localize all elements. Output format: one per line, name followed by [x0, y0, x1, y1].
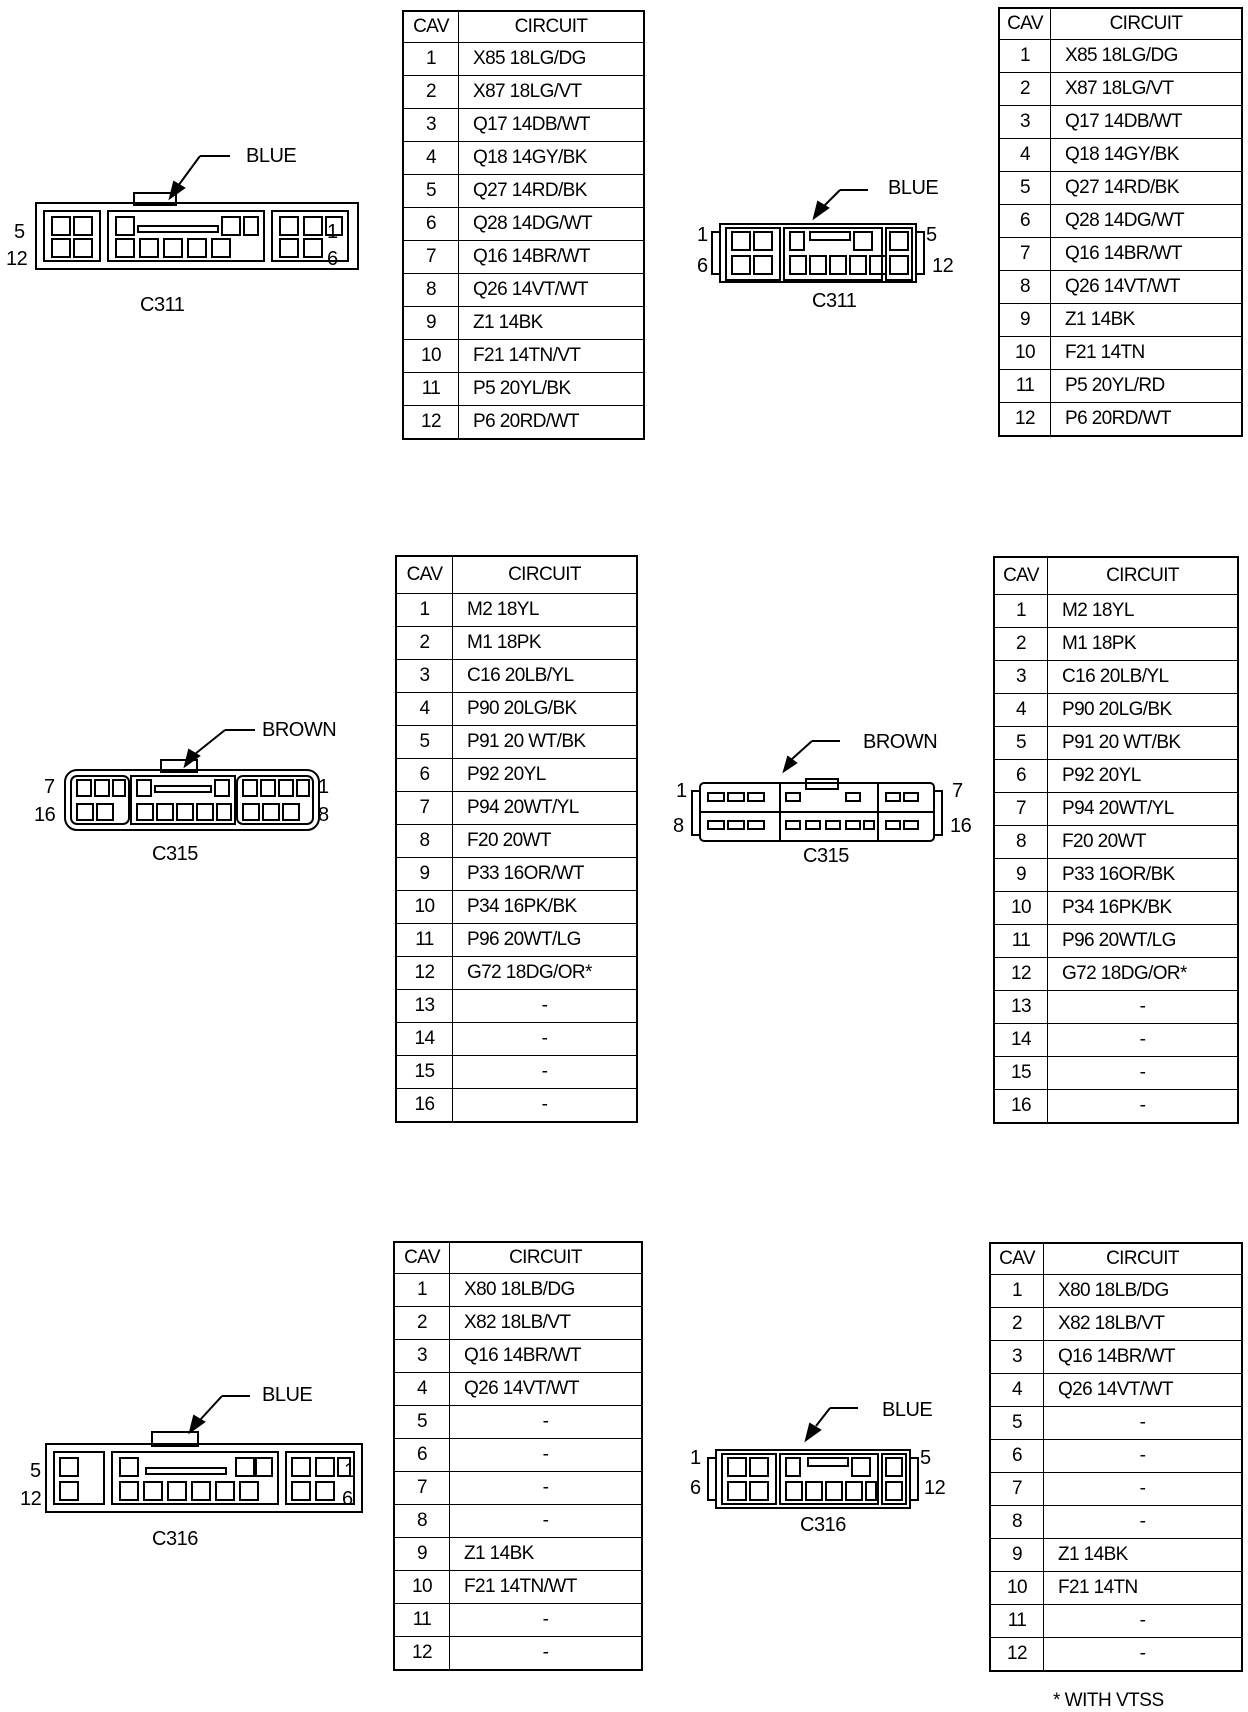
circuit-cell: F20 20WT — [1048, 826, 1239, 859]
circuit-cell: - — [450, 1604, 643, 1637]
table-row — [990, 1572, 1242, 1605]
cav-cell: 10 — [999, 337, 1051, 370]
pin-label: 5 — [920, 1447, 931, 1469]
cav-cell: 4 — [396, 693, 453, 726]
circuit-cell: X85 18LG/DG — [459, 43, 645, 76]
cav-cell: 9 — [394, 1538, 450, 1571]
pin-label: 1 — [344, 1460, 355, 1482]
pin-label: 6 — [327, 248, 338, 270]
cav-cell: 1 — [396, 594, 453, 627]
cav-cell: 12 — [396, 957, 453, 990]
table-row — [394, 1307, 642, 1340]
circuit-cell: - — [1044, 1407, 1243, 1440]
circuit-cell: - — [450, 1637, 643, 1671]
header-cav: CAV — [994, 557, 1048, 595]
table-row — [396, 891, 637, 924]
table-row — [394, 1406, 642, 1439]
cav-cell: 4 — [403, 142, 459, 175]
color-label: BLUE — [262, 1384, 313, 1406]
cav-cell: 2 — [394, 1307, 450, 1340]
table-row — [999, 40, 1242, 73]
cav-cell: 2 — [403, 76, 459, 109]
circuit-cell: - — [1044, 1506, 1243, 1539]
circuit-cell: - — [1048, 1057, 1239, 1090]
table-row — [994, 727, 1238, 760]
circuit-cell: P96 20WT/LG — [1048, 925, 1239, 958]
table-row — [994, 661, 1238, 694]
circuit-cell: Q18 14GY/BK — [459, 142, 645, 175]
circuit-cell: Q16 14BR/WT — [459, 241, 645, 274]
table-row — [999, 337, 1242, 370]
cav-cell: 11 — [994, 925, 1048, 958]
pin-label: 5 — [926, 224, 937, 246]
circuit-cell: P91 20 WT/BK — [453, 726, 638, 759]
table-row — [990, 1605, 1242, 1638]
circuit-cell: M1 18PK — [1048, 628, 1239, 661]
table-row — [994, 760, 1238, 793]
table-row — [999, 304, 1242, 337]
table-row — [999, 106, 1242, 139]
circuit-cell: - — [450, 1406, 643, 1439]
cav-cell: 6 — [999, 205, 1051, 238]
pin-label: 1 — [327, 221, 338, 243]
circuit-cell: X85 18LG/DG — [1051, 40, 1243, 73]
color-label: BROWN — [262, 719, 337, 741]
circuit-cell: Q27 14RD/BK — [1051, 172, 1243, 205]
cav-cell: 6 — [394, 1439, 450, 1472]
cav-cell: 8 — [990, 1506, 1044, 1539]
table-row — [994, 859, 1238, 892]
table-row — [396, 1089, 637, 1123]
table-row — [394, 1472, 642, 1505]
table-row — [394, 1373, 642, 1406]
circuit-cell: Q26 14VT/WT — [459, 274, 645, 307]
table-row — [403, 43, 644, 76]
cav-cell: 5 — [396, 726, 453, 759]
cav-cell: 2 — [994, 628, 1048, 661]
pin-table-c315-right — [993, 556, 1239, 1124]
cav-cell: 7 — [394, 1472, 450, 1505]
table-row — [396, 957, 637, 990]
table-row — [990, 1440, 1242, 1473]
circuit-cell: G72 18DG/OR* — [453, 957, 638, 990]
connector-name: C311 — [140, 294, 185, 316]
table-row — [396, 990, 637, 1023]
cav-cell: 7 — [990, 1473, 1044, 1506]
circuit-cell: - — [1044, 1638, 1243, 1672]
circuit-cell: Q26 14VT/WT — [1051, 271, 1243, 304]
pin-label: 12 — [932, 255, 954, 277]
cav-cell: 3 — [396, 660, 453, 693]
cav-cell: 7 — [403, 241, 459, 274]
table-row — [994, 1090, 1238, 1124]
cav-cell: 8 — [994, 826, 1048, 859]
circuit-cell: C16 20LB/YL — [1048, 661, 1239, 694]
table-row — [999, 172, 1242, 205]
pin-label: 16 — [34, 804, 56, 826]
circuit-cell: P91 20 WT/BK — [1048, 727, 1239, 760]
circuit-cell: P90 20LG/BK — [1048, 694, 1239, 727]
pin-label: 8 — [673, 815, 684, 837]
circuit-cell: P92 20YL — [1048, 760, 1239, 793]
table-row — [403, 274, 644, 307]
cav-cell: 6 — [396, 759, 453, 792]
header-cav: CAV — [394, 1242, 450, 1274]
table-row — [403, 373, 644, 406]
circuit-cell: Z1 14BK — [1051, 304, 1243, 337]
circuit-cell: F21 14TN — [1044, 1572, 1243, 1605]
circuit-cell: M2 18YL — [453, 594, 638, 627]
cav-cell: 12 — [403, 406, 459, 440]
circuit-cell: Q16 14BR/WT — [1044, 1341, 1243, 1374]
circuit-cell: P33 16OR/WT — [453, 858, 638, 891]
cav-cell: 1 — [403, 43, 459, 76]
circuit-cell: P5 20YL/RD — [1051, 370, 1243, 403]
table-row — [994, 1024, 1238, 1057]
circuit-cell: Q26 14VT/WT — [450, 1373, 643, 1406]
table-row — [990, 1374, 1242, 1407]
cav-cell: 5 — [394, 1406, 450, 1439]
connector-name: C316 — [152, 1528, 198, 1550]
pin-label: 12 — [924, 1477, 946, 1499]
table-row — [994, 925, 1238, 958]
table-row — [403, 109, 644, 142]
pin-label: 16 — [950, 815, 972, 837]
cav-cell: 1 — [394, 1274, 450, 1307]
cav-cell: 9 — [403, 307, 459, 340]
circuit-cell: - — [1048, 1090, 1239, 1124]
circuit-cell: Q26 14VT/WT — [1044, 1374, 1243, 1407]
cav-cell: 5 — [990, 1407, 1044, 1440]
table-row — [990, 1407, 1242, 1440]
table-row — [396, 594, 637, 627]
cav-cell: 11 — [403, 373, 459, 406]
cav-cell: 3 — [994, 661, 1048, 694]
cav-cell: 9 — [999, 304, 1051, 337]
circuit-cell: P94 20WT/YL — [1048, 793, 1239, 826]
cav-cell: 6 — [403, 208, 459, 241]
circuit-cell: - — [453, 1023, 638, 1056]
table-row — [999, 205, 1242, 238]
pin-label: 5 — [30, 1460, 41, 1482]
table-row — [994, 892, 1238, 925]
table-row — [403, 142, 644, 175]
circuit-cell: X82 18LB/VT — [1044, 1308, 1243, 1341]
table-row — [396, 660, 637, 693]
cav-cell: 7 — [994, 793, 1048, 826]
table-row — [990, 1638, 1242, 1672]
cav-cell: 11 — [990, 1605, 1044, 1638]
table-row — [396, 759, 637, 792]
pin-label: 7 — [44, 776, 55, 798]
table-row — [403, 175, 644, 208]
pin-label: 6 — [342, 1488, 353, 1510]
circuit-cell: P6 20RD/WT — [1051, 403, 1243, 437]
circuit-cell: - — [450, 1439, 643, 1472]
cav-cell: 10 — [396, 891, 453, 924]
table-row — [394, 1571, 642, 1604]
cav-cell: 1 — [990, 1275, 1044, 1308]
table-row — [999, 271, 1242, 304]
circuit-cell: Q28 14DG/WT — [1051, 205, 1243, 238]
cav-cell: 11 — [396, 924, 453, 957]
connector-name: C315 — [152, 843, 198, 865]
circuit-cell: M1 18PK — [453, 627, 638, 660]
circuit-cell: - — [1044, 1440, 1243, 1473]
table-row — [394, 1637, 642, 1671]
circuit-cell: Z1 14BK — [450, 1538, 643, 1571]
cav-cell: 8 — [394, 1505, 450, 1538]
cav-cell: 11 — [999, 370, 1051, 403]
cav-cell: 10 — [994, 892, 1048, 925]
circuit-cell: Z1 14BK — [1044, 1539, 1243, 1572]
circuit-cell: - — [453, 1056, 638, 1089]
cav-cell: 8 — [396, 825, 453, 858]
pin-label: 6 — [690, 1477, 701, 1499]
cav-cell: 12 — [990, 1638, 1044, 1672]
pin-label: 6 — [697, 255, 708, 277]
cav-cell: 7 — [396, 792, 453, 825]
pin-table-c311-right — [998, 7, 1243, 437]
circuit-cell: G72 18DG/OR* — [1048, 958, 1239, 991]
cav-cell: 2 — [990, 1308, 1044, 1341]
circuit-cell: P96 20WT/LG — [453, 924, 638, 957]
cav-cell: 3 — [403, 109, 459, 142]
circuit-cell: P34 16PK/BK — [1048, 892, 1239, 925]
table-row — [990, 1341, 1242, 1374]
cav-cell: 6 — [994, 760, 1048, 793]
cav-cell: 4 — [990, 1374, 1044, 1407]
table-row — [999, 238, 1242, 271]
cav-cell: 4 — [394, 1373, 450, 1406]
header-circuit: CIRCUIT — [459, 11, 645, 43]
cav-cell: 16 — [396, 1089, 453, 1123]
table-row — [403, 76, 644, 109]
table-row — [396, 726, 637, 759]
circuit-cell: P33 16OR/BK — [1048, 859, 1239, 892]
circuit-cell: - — [450, 1472, 643, 1505]
circuit-cell: Q27 14RD/BK — [459, 175, 645, 208]
cav-cell: 10 — [403, 340, 459, 373]
cav-cell: 12 — [999, 403, 1051, 437]
header-cav: CAV — [999, 8, 1051, 40]
pin-label: 7 — [952, 780, 963, 802]
cav-cell: 12 — [994, 958, 1048, 991]
table-row — [394, 1439, 642, 1472]
cav-cell: 11 — [394, 1604, 450, 1637]
circuit-cell: Q16 14BR/WT — [450, 1340, 643, 1373]
pin-label: 12 — [20, 1488, 42, 1510]
header-circuit: CIRCUIT — [450, 1242, 643, 1274]
table-row — [999, 73, 1242, 106]
cav-cell: 10 — [990, 1572, 1044, 1605]
table-row — [394, 1505, 642, 1538]
circuit-cell: P94 20WT/YL — [453, 792, 638, 825]
pin-label: 12 — [6, 248, 28, 270]
table-row — [396, 858, 637, 891]
table-row — [403, 340, 644, 373]
cav-cell: 3 — [394, 1340, 450, 1373]
table-row — [999, 403, 1242, 437]
pin-table-c316-right — [989, 1242, 1243, 1672]
table-row — [394, 1538, 642, 1571]
cav-cell: 9 — [396, 858, 453, 891]
table-row — [396, 1056, 637, 1089]
table-row — [994, 628, 1238, 661]
header-circuit: CIRCUIT — [1048, 557, 1239, 595]
pin-label: 1 — [318, 776, 329, 798]
footnote: * WITH VTSS — [1053, 1690, 1164, 1711]
table-row — [994, 958, 1238, 991]
circuit-cell: P34 16PK/BK — [453, 891, 638, 924]
table-row — [394, 1274, 642, 1307]
table-row — [994, 991, 1238, 1024]
cav-cell: 5 — [994, 727, 1048, 760]
color-label: BROWN — [863, 731, 938, 753]
cav-cell: 15 — [396, 1056, 453, 1089]
table-row — [403, 307, 644, 340]
circuit-cell: - — [1048, 1024, 1239, 1057]
table-row — [396, 825, 637, 858]
circuit-cell: P6 20RD/WT — [459, 406, 645, 440]
pin-label: 1 — [690, 1447, 701, 1469]
circuit-cell: Q18 14GY/BK — [1051, 139, 1243, 172]
cav-cell: 4 — [994, 694, 1048, 727]
table-row — [990, 1473, 1242, 1506]
header-circuit: CIRCUIT — [453, 556, 638, 594]
circuit-cell: Q17 14DB/WT — [1051, 106, 1243, 139]
table-row — [403, 208, 644, 241]
pin-label: 8 — [318, 804, 329, 826]
table-row — [394, 1340, 642, 1373]
table-row — [994, 1057, 1238, 1090]
cav-cell: 7 — [999, 238, 1051, 271]
header-circuit: CIRCUIT — [1044, 1243, 1243, 1275]
pin-label: 1 — [697, 224, 708, 246]
table-row — [990, 1275, 1242, 1308]
cav-cell: 2 — [999, 73, 1051, 106]
cav-cell: 15 — [994, 1057, 1048, 1090]
cav-cell: 14 — [994, 1024, 1048, 1057]
table-row — [396, 1023, 637, 1056]
table-row — [396, 627, 637, 660]
cav-cell: 1 — [994, 595, 1048, 628]
circuit-cell: Q17 14DB/WT — [459, 109, 645, 142]
circuit-cell: F21 14TN/WT — [450, 1571, 643, 1604]
table-row — [994, 694, 1238, 727]
cav-cell: 9 — [990, 1539, 1044, 1572]
color-label: BLUE — [246, 145, 297, 167]
circuit-cell: - — [1044, 1473, 1243, 1506]
cav-cell: 12 — [394, 1637, 450, 1671]
header-cav: CAV — [403, 11, 459, 43]
circuit-cell: P90 20LG/BK — [453, 693, 638, 726]
table-row — [394, 1604, 642, 1637]
header-cav: CAV — [396, 556, 453, 594]
circuit-cell: - — [1044, 1605, 1243, 1638]
cav-cell: 9 — [994, 859, 1048, 892]
circuit-cell: X80 18LB/DG — [1044, 1275, 1243, 1308]
table-row — [994, 793, 1238, 826]
circuit-cell: F21 14TN/VT — [459, 340, 645, 373]
cav-cell: 13 — [994, 991, 1048, 1024]
connector-name: C315 — [803, 845, 849, 867]
circuit-cell: Q16 14BR/WT — [1051, 238, 1243, 271]
cav-cell: 13 — [396, 990, 453, 1023]
table-row — [999, 370, 1242, 403]
pin-label: 5 — [14, 221, 25, 243]
circuit-cell: Z1 14BK — [459, 307, 645, 340]
circuit-cell: - — [453, 990, 638, 1023]
table-row — [999, 139, 1242, 172]
circuit-cell: - — [1048, 991, 1239, 1024]
table-row — [994, 595, 1238, 628]
circuit-cell: M2 18YL — [1048, 595, 1239, 628]
cav-cell: 14 — [396, 1023, 453, 1056]
circuit-cell: X87 18LG/VT — [1051, 73, 1243, 106]
circuit-cell: F20 20WT — [453, 825, 638, 858]
table-row — [990, 1539, 1242, 1572]
pin-label: 1 — [676, 780, 687, 802]
circuit-cell: X82 18LB/VT — [450, 1307, 643, 1340]
circuit-cell: X87 18LG/VT — [459, 76, 645, 109]
color-label: BLUE — [888, 177, 939, 199]
header-circuit: CIRCUIT — [1051, 8, 1243, 40]
circuit-cell: F21 14TN — [1051, 337, 1243, 370]
cav-cell: 3 — [999, 106, 1051, 139]
circuit-cell: - — [453, 1089, 638, 1123]
cav-cell: 8 — [999, 271, 1051, 304]
table-row — [990, 1506, 1242, 1539]
table-row — [396, 924, 637, 957]
table-row — [396, 792, 637, 825]
cav-cell: 5 — [403, 175, 459, 208]
circuit-cell: P5 20YL/BK — [459, 373, 645, 406]
circuit-cell: Q28 14DG/WT — [459, 208, 645, 241]
circuit-cell: X80 18LB/DG — [450, 1274, 643, 1307]
table-row — [994, 826, 1238, 859]
cav-cell: 5 — [999, 172, 1051, 205]
cav-cell: 2 — [396, 627, 453, 660]
table-row — [403, 406, 644, 440]
cav-cell: 6 — [990, 1440, 1044, 1473]
table-row — [990, 1308, 1242, 1341]
pin-table-c311-left — [402, 10, 645, 440]
connector-name: C316 — [800, 1514, 846, 1536]
connector-name: C311 — [812, 290, 857, 312]
circuit-cell: P92 20YL — [453, 759, 638, 792]
table-row — [403, 241, 644, 274]
table-row — [396, 693, 637, 726]
color-label: BLUE — [882, 1399, 933, 1421]
header-cav: CAV — [990, 1243, 1044, 1275]
cav-cell: 3 — [990, 1341, 1044, 1374]
pin-table-c316-left — [393, 1241, 643, 1671]
circuit-cell: - — [450, 1505, 643, 1538]
cav-cell: 8 — [403, 274, 459, 307]
cav-cell: 16 — [994, 1090, 1048, 1124]
pin-table-c315-left — [395, 555, 638, 1123]
cav-cell: 1 — [999, 40, 1051, 73]
circuit-cell: C16 20LB/YL — [453, 660, 638, 693]
cav-cell: 10 — [394, 1571, 450, 1604]
cav-cell: 4 — [999, 139, 1051, 172]
